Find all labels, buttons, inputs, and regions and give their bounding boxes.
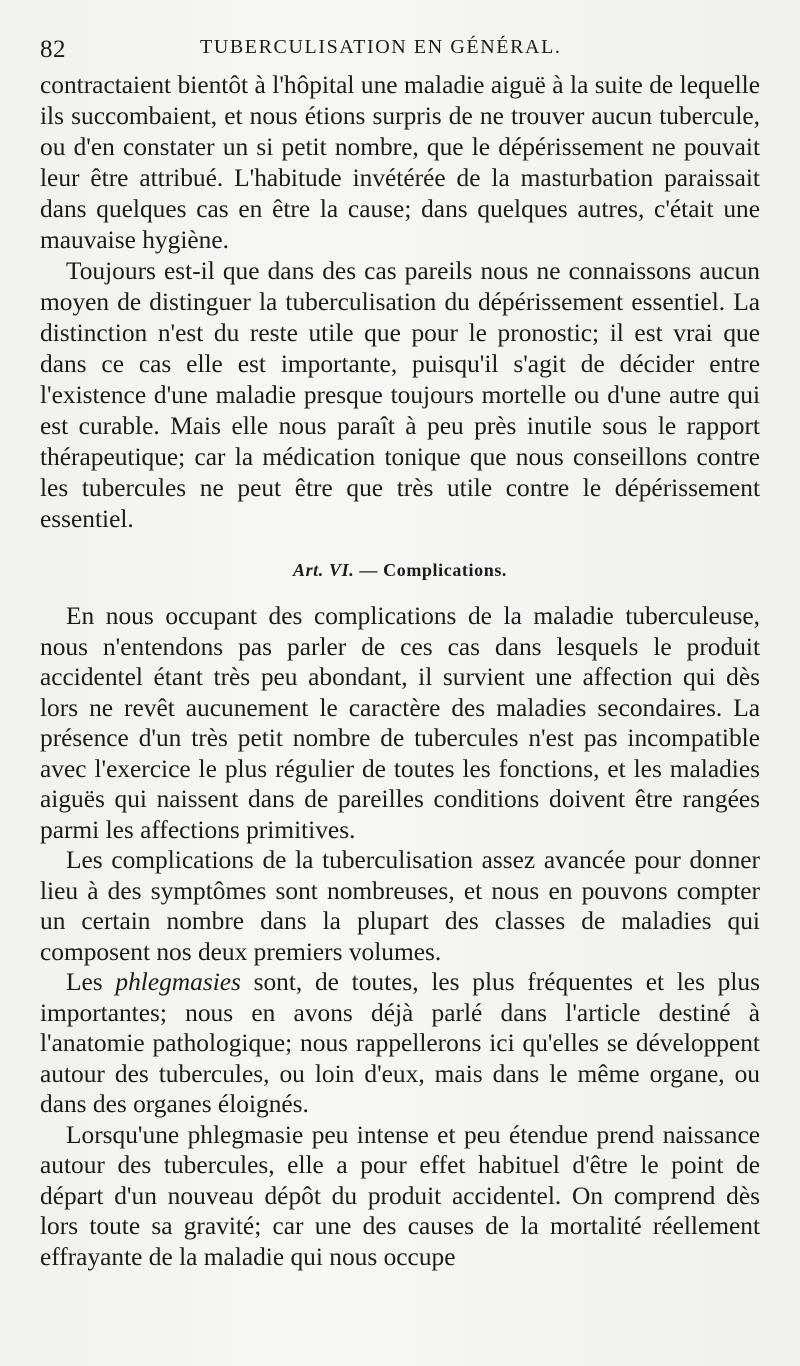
paragraph-complications-intro: En nous occupant des complications de la maladie tuberculeuse, nous n'entendons pas parler de ces cas dans lesquels le produit accidentel étant très peu abondant, il survient une affection qui dès lors ne revêt aucunement le caractère des maladies secondaires. La présence d'un très petit nombre de tubercules n'est pas incompatible avec l'exercice le plus régulier de toutes les fonctions, et les maladies aiguës qui naissent dans de pareilles conditions doivent être rangées parmi les affections primitives. xyxy=(40,602,760,844)
paragraph-distinction: Toujours est-il que dans des cas pareils nous ne connaissons aucun moyen de distinguer la tuberculisation du dépérissement essentiel. La distinction n'est du reste utile que pour le pronostic; il est vrai que dans ce cas elle est importante, puisqu'il s'agit de décider entre l'existence d'une maladie presque toujours mortelle ou d'une autre qui est curable. Mais elle nous paraît à peu près inutile sous le rapport thérapeutique; car la médication tonique que nous conseillons contre les tubercules ne peut être que très utile contre le dépérissement essentiel. xyxy=(40,257,760,533)
section-heading xyxy=(40,560,760,581)
running-head xyxy=(40,30,760,70)
section-separator: — xyxy=(359,560,379,580)
phlegmasies-rest: sont, de toutes, les plus fréquentes et les plus importantes; nous en avons déjà parlé dans l'article destiné à l'anatomie pathologique; nous rappellerons ici qu'elles se développent autour des tubercules, ou loin d'eux, mais dans le même organe, ou dans des organes éloignés. xyxy=(40,968,760,1118)
paragraph-phlegmasie-gravity: Lorsqu'une phlegmasie peu intense et peu étendue prend naissance autour des tubercules, elle a pour effet habituel d'être le point de départ d'un nouveau dépôt du produit accidentel. On comprend dès lors toute sa gravité; car une des causes de la mortalité réellement effrayante de la maladie qui nous occupe xyxy=(40,1120,760,1271)
page-number: 82 xyxy=(40,36,66,63)
paragraph-continuation: contractaient bientôt à l'hôpital une maladie aiguë à la suite de lequelle ils succombaient, et nous étions surpris de ne trouver aucun tubercule, ou d'en constater un si petit nombre, que le dépérissement ne pouvait leur être attribué. L'habitude invétérée de la masturbation paraissait dans quelques cas en être la cause; dans quelques autres, c'était une mauvaise hygiène. xyxy=(40,71,760,254)
body-text xyxy=(40,70,760,535)
section-article-label: Art. VI. xyxy=(292,560,355,580)
paragraph-phlegmasies xyxy=(40,967,760,1120)
phlegmasies-term: phlegmasies xyxy=(115,968,241,996)
section-title: Complications. xyxy=(383,560,508,580)
paragraph-complications-count: Les complications de la tuberculisation assez avancée pour donner lieu à des symptômes sont nombreuses, et nous en pouvons compter un certain nombre dans la plupart des classes de maladies qui composent nos deux premiers volumes. xyxy=(40,846,760,966)
running-title: TUBERCULISATION EN GÉNÉRAL. xyxy=(200,36,562,58)
phlegmasies-lead: Les xyxy=(66,968,103,996)
section-body xyxy=(40,601,760,1272)
